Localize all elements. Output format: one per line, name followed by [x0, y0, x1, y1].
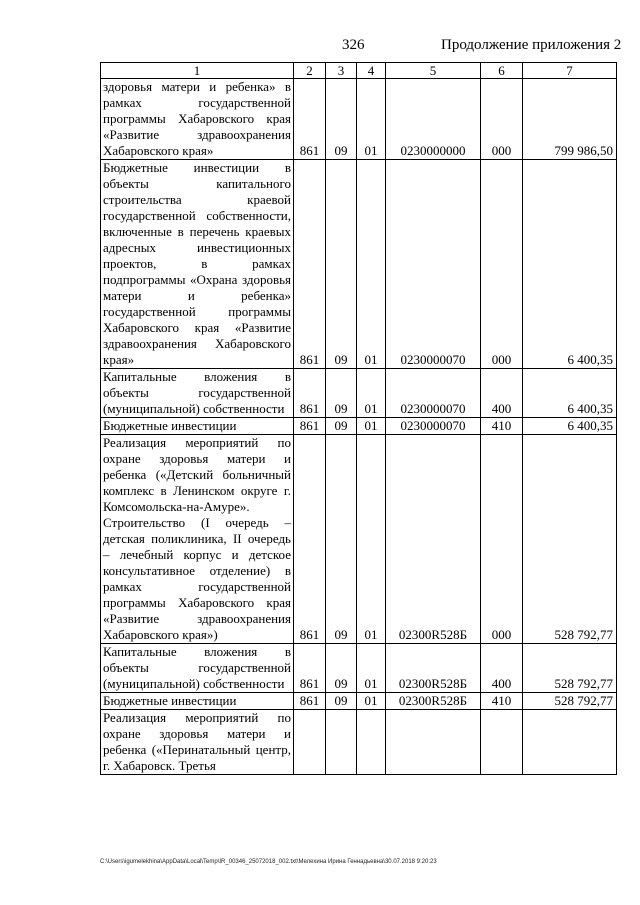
row-code-target: [386, 710, 481, 775]
row-amount: [523, 710, 617, 775]
continuation-label: Продолжение приложения 2: [441, 37, 622, 53]
table-row: [101, 435, 617, 644]
row-name: Бюджетные инвестиции: [101, 418, 294, 435]
budget-table: [100, 62, 617, 775]
row-code-ministry: 861: [294, 418, 326, 435]
row-code-ministry: 861: [294, 160, 326, 369]
row-name: Капитальные вложения в объекты государственной (муниципальной) собственности: [101, 644, 294, 693]
header-col-4: 4: [357, 63, 386, 79]
row-amount: 799 986,50: [523, 79, 617, 160]
row-code-expense-type: 400: [481, 369, 523, 418]
header-col-3: 3: [326, 63, 357, 79]
row-code-ministry: 861: [294, 693, 326, 710]
row-code-target: 02300R528Б: [386, 435, 481, 644]
row-code-target: 0230000070: [386, 369, 481, 418]
row-code-expense-type: 000: [481, 160, 523, 369]
row-code-section: 09: [326, 644, 357, 693]
page-number: 326: [342, 37, 365, 53]
row-code-target: 0230000070: [386, 418, 481, 435]
row-code-expense-type: 000: [481, 79, 523, 160]
header-col-5: 5: [386, 63, 481, 79]
row-code-section: 09: [326, 369, 357, 418]
table-row: [101, 710, 617, 775]
table-row: [101, 644, 617, 693]
row-code-expense-type: 000: [481, 435, 523, 644]
row-code-section: 09: [326, 435, 357, 644]
table-row: [101, 369, 617, 418]
row-code-target: 0230000070: [386, 160, 481, 369]
header-col-2: 2: [294, 63, 326, 79]
row-name: Капитальные вложения в объекты государственной (муниципальной) собственности: [101, 369, 294, 418]
row-code-subsection: 01: [357, 644, 386, 693]
row-name: Бюджетные инвестиции в объекты капитального строительства краевой государственной собственности, включенные в перечень краевых адресных инвестиционных проектов, в рамках подпрограммы «Охрана здоровья матери и ребенка» государственной программы Хабаровского края «Развитие здравоохранения Хабаровского края»: [101, 160, 294, 369]
row-amount: 6 400,35: [523, 160, 617, 369]
row-code-subsection: 01: [357, 369, 386, 418]
row-code-subsection: 01: [357, 160, 386, 369]
header-col-6: 6: [481, 63, 523, 79]
row-code-ministry: 861: [294, 79, 326, 160]
table-row: [101, 79, 617, 160]
file-path-footer: C:\Users\igumelekhina\AppData\Local\Temp\IR_00346_25072018_002.txt\Мелехина Ирина Геннадьевна\30.07.2018 9:20:23: [100, 859, 437, 865]
row-code-ministry: 861: [294, 369, 326, 418]
row-amount: 528 792,77: [523, 693, 617, 710]
row-amount: 528 792,77: [523, 435, 617, 644]
row-code-ministry: 861: [294, 644, 326, 693]
row-name: Реализация мероприятий по охране здоровья матери и ребенка («Перинатальный центр, г. Хабаровск. Третья: [101, 710, 294, 775]
row-code-section: 09: [326, 79, 357, 160]
row-code-ministry: 861: [294, 435, 326, 644]
table-row: [101, 693, 617, 710]
row-code-expense-type: 410: [481, 693, 523, 710]
row-code-subsection: 01: [357, 435, 386, 644]
row-amount: 528 792,77: [523, 644, 617, 693]
row-code-expense-type: 400: [481, 644, 523, 693]
table-row: [101, 418, 617, 435]
row-code-expense-type: 410: [481, 418, 523, 435]
table-header-row: [101, 63, 617, 79]
row-name: здоровья матери и ребенка» в рамках государственной программы Хабаровского края «Развитие здравоохранения Хабаровского края»: [101, 79, 294, 160]
row-amount: 6 400,35: [523, 369, 617, 418]
row-code-subsection: 01: [357, 79, 386, 160]
header-col-7: 7: [523, 63, 617, 79]
row-code-expense-type: [481, 710, 523, 775]
row-code-target: 02300R528Б: [386, 693, 481, 710]
row-code-target: 02300R528Б: [386, 644, 481, 693]
row-amount: 6 400,35: [523, 418, 617, 435]
row-name: Бюджетные инвестиции: [101, 693, 294, 710]
row-code-section: 09: [326, 693, 357, 710]
table-row: [101, 160, 617, 369]
row-code-subsection: [357, 710, 386, 775]
row-code-section: 09: [326, 418, 357, 435]
row-code-section: [326, 710, 357, 775]
row-code-subsection: 01: [357, 418, 386, 435]
row-code-subsection: 01: [357, 693, 386, 710]
header-col-1: 1: [101, 63, 294, 79]
row-name: Реализация мероприятий по охране здоровья матери и ребенка («Детский больничный комплекс в Ленинском округе г. Комсомольска-на-Амуре». Строительство (I очередь – детская поликлиника, II очередь – лечебный корпус и детское консультативное отделение) в рамках государственной программы Хабаровского края «Развитие здравоохранения Хабаровского края»): [101, 435, 294, 644]
row-code-section: 09: [326, 160, 357, 369]
row-code-ministry: [294, 710, 326, 775]
row-code-target: 0230000000: [386, 79, 481, 160]
